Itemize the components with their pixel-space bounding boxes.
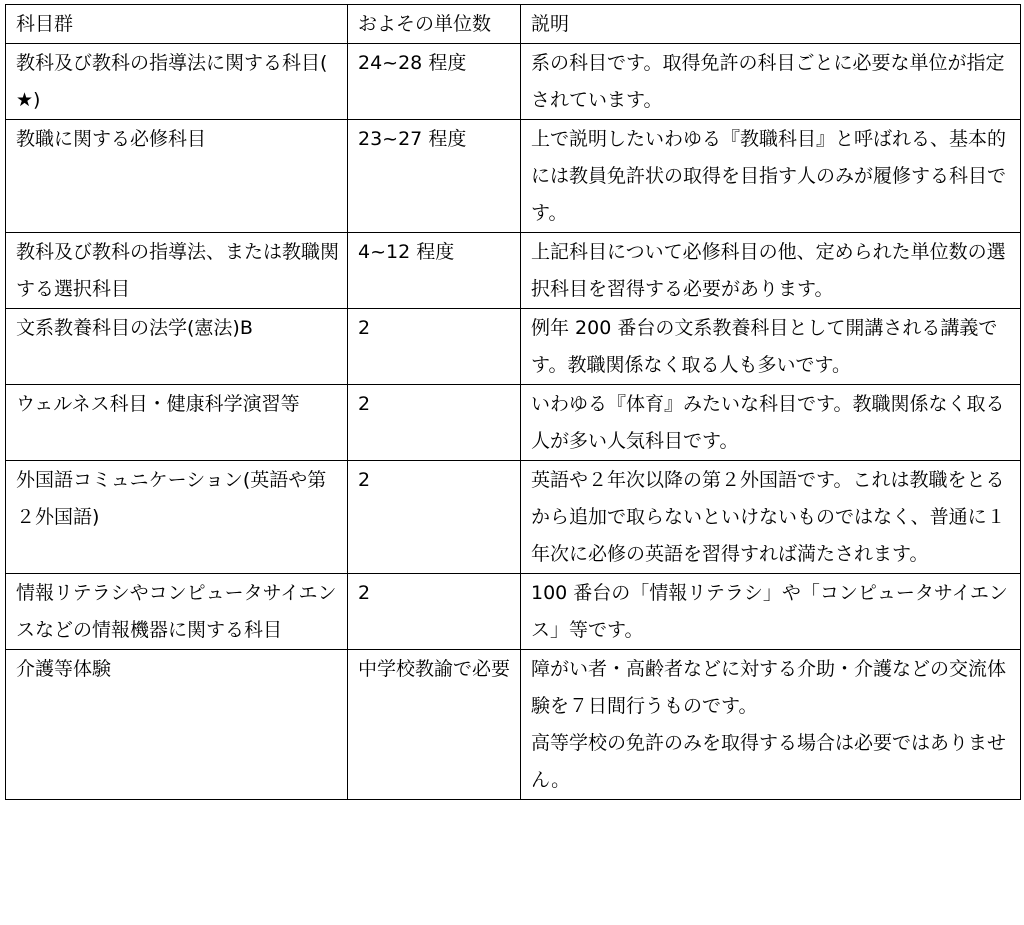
cell-group: 教科及び教科の指導法に関する科目(★)	[6, 44, 348, 120]
table-row	[6, 44, 1021, 120]
cell-credits: 24~28 程度	[348, 44, 521, 120]
cell-description: いわゆる『体育』みたいな科目です。教職関係なく取る人が多い人気科目です。	[521, 385, 1021, 461]
cell-credits: 2	[348, 385, 521, 461]
table-row	[6, 385, 1021, 461]
cell-group: 教科及び教科の指導法、または教職関する選択科目	[6, 233, 348, 309]
header-credits: およその単位数	[348, 5, 521, 44]
table-row	[6, 233, 1021, 309]
cell-description: 障がい者・高齢者などに対する介助・介護などの交流体験を７日間行うものです。 高等学校の免許のみを取得する場合は必要ではありません。	[521, 650, 1021, 800]
cell-credits: 2	[348, 574, 521, 650]
cell-group: 情報リテラシやコンピュータサイエンスなどの情報機器に関する科目	[6, 574, 348, 650]
cell-description: 英語や２年次以降の第２外国語です。これは教職をとるから追加で取らないといけないものではなく、普通に１年次に必修の英語を習得すれば満たされます。	[521, 461, 1021, 574]
header-description: 説明	[521, 5, 1021, 44]
table-row	[6, 650, 1021, 800]
header-group: 科目群	[6, 5, 348, 44]
cell-credits: 4~12 程度	[348, 233, 521, 309]
cell-description: 上で説明したいわゆる『教職科目』と呼ばれる、基本的には教員免許状の取得を目指す人のみが履修する科目です。	[521, 120, 1021, 233]
cell-credits: 2	[348, 309, 521, 385]
cell-description: 例年 200 番台の文系教養科目として開講される講義です。教職関係なく取る人も多いです。	[521, 309, 1021, 385]
credits-table	[5, 4, 1021, 800]
cell-credits: 23~27 程度	[348, 120, 521, 233]
cell-group: ウェルネス科目・健康科学演習等	[6, 385, 348, 461]
table-row	[6, 461, 1021, 574]
cell-description: 系の科目です。取得免許の科目ごとに必要な単位が指定されています。	[521, 44, 1021, 120]
table-row	[6, 120, 1021, 233]
cell-credits: 2	[348, 461, 521, 574]
table-row	[6, 309, 1021, 385]
cell-credits: 中学校教諭で必要	[348, 650, 521, 800]
cell-group: 教職に関する必修科目	[6, 120, 348, 233]
cell-group: 介護等体験	[6, 650, 348, 800]
cell-description: 上記科目について必修科目の他、定められた単位数の選択科目を習得する必要があります。	[521, 233, 1021, 309]
cell-group: 外国語コミュニケーション(英語や第２外国語)	[6, 461, 348, 574]
table-row	[6, 574, 1021, 650]
table-header	[6, 5, 1021, 44]
cell-group: 文系教養科目の法学(憲法)B	[6, 309, 348, 385]
table-body	[6, 44, 1021, 800]
cell-description: 100 番台の「情報リテラシ」や「コンピュータサイエンス」等です。	[521, 574, 1021, 650]
header-row	[6, 5, 1021, 44]
